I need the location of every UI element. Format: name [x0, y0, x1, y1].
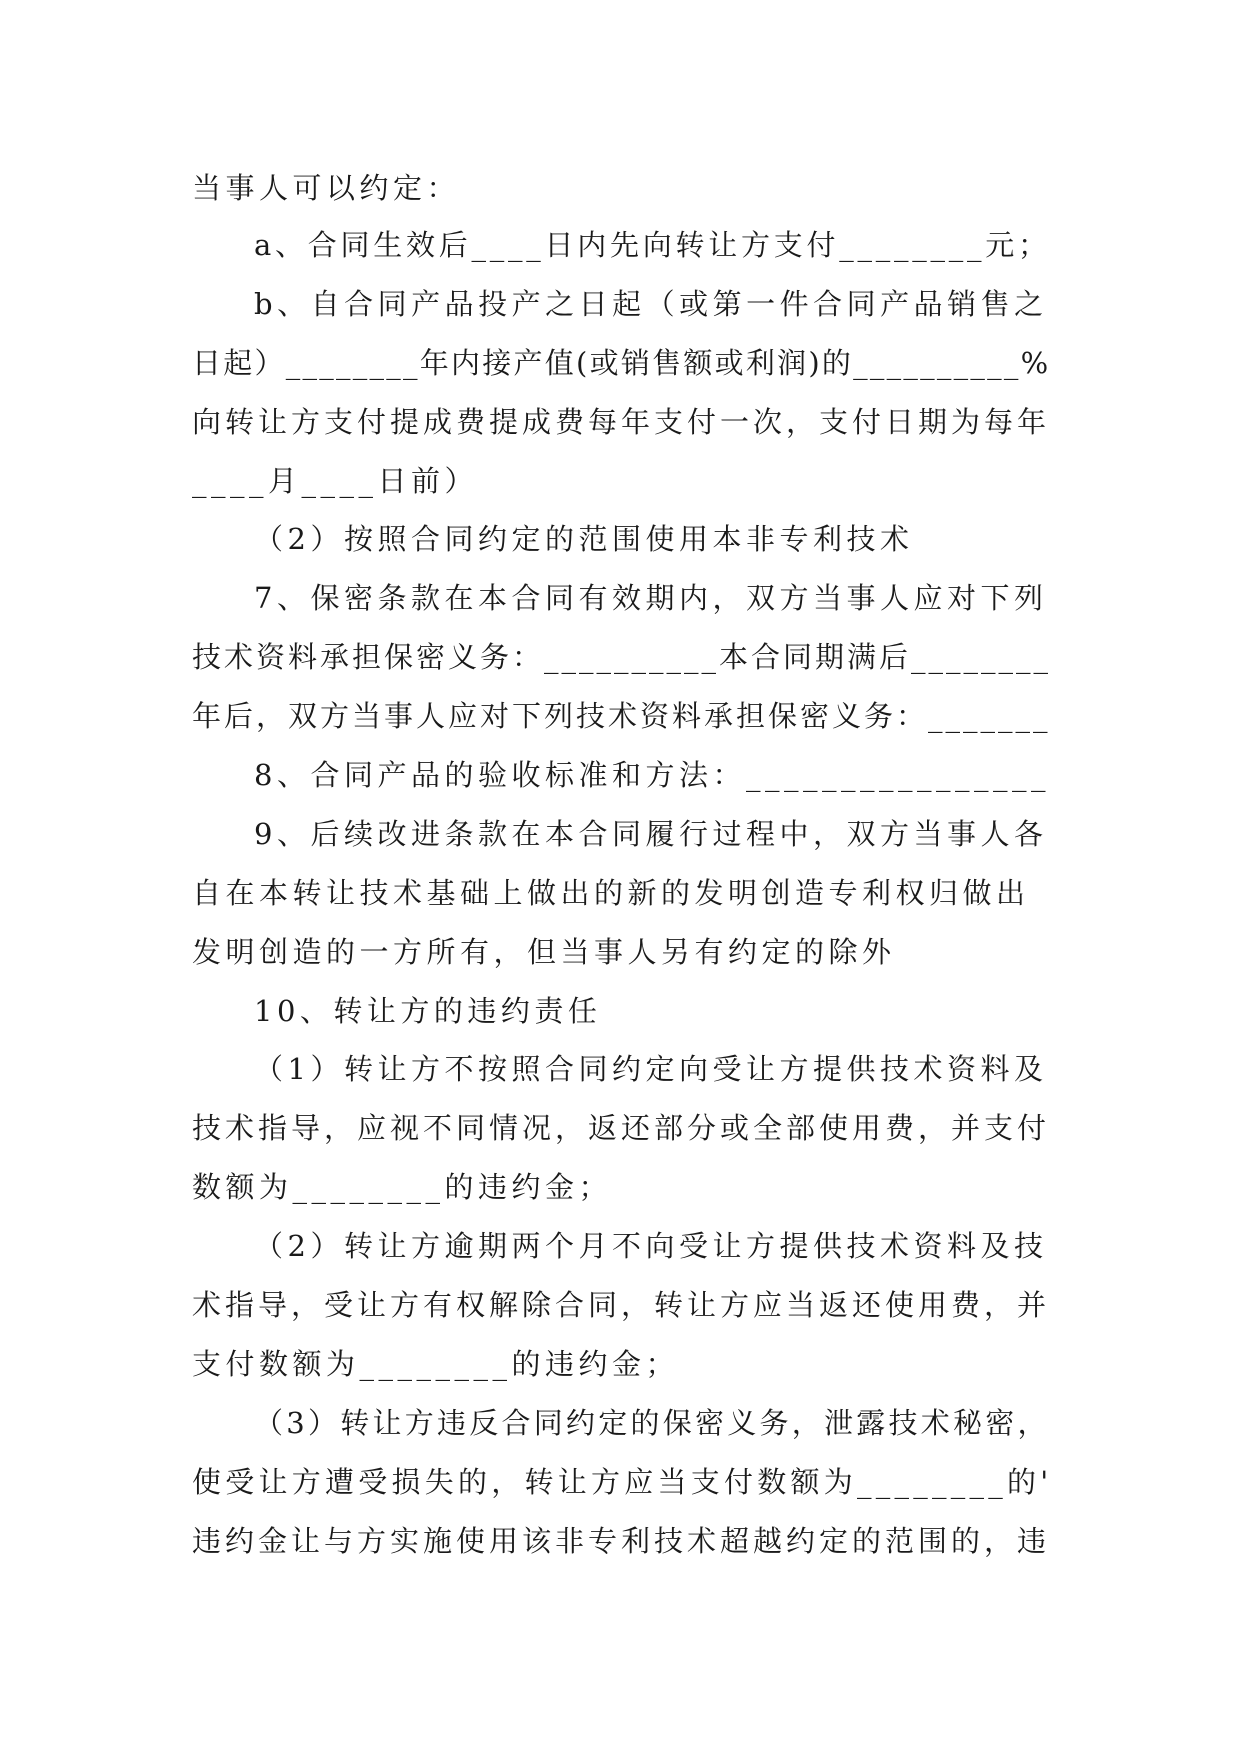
text-line-5: 向转让方支付提成费提成费每年支付一次，支付日期为每年	[192, 405, 1051, 439]
text-line-20: 术指导，受让方有权解除合同，转让方应当返还使用费，并	[192, 1288, 1051, 1322]
text-line-17: 技术指导，应视不同情况，返还部分或全部使用费，并支付	[192, 1111, 1051, 1145]
text-line-10: 年后，双方当事人应对下列技术资料承担保密义务：_______	[192, 699, 1051, 733]
text-line-18: 数额为________的违约金；	[192, 1170, 613, 1204]
text-line-16: （1）转让方不按照合同约定向受让方提供技术资料及	[254, 1052, 1048, 1086]
text-line-22: （3）转让方违反合同约定的保密义务，泄露技术秘密，	[254, 1406, 1050, 1440]
text-line-11: 8、合同产品的验收标准和方法：________________	[254, 758, 1050, 792]
text-line-15: 10、转让方的违约责任	[254, 994, 602, 1028]
text-line-4: 日起）________年内接产值(或销售额或利润)的__________%	[192, 346, 1051, 380]
text-line-12: 9、后续改进条款在本合同履行过程中，双方当事人各	[254, 817, 1048, 851]
text-line-8: 7、保密条款在本合同有效期内，双方当事人应对下列	[254, 581, 1048, 615]
text-line-21: 支付数额为________的违约金；	[192, 1347, 680, 1381]
text-line-13: 自在本转让技术基础上做出的新的发明创造专利权归做出	[192, 876, 1030, 910]
text-line-7: （2）按照合同约定的范围使用本非专利技术	[254, 522, 914, 556]
text-line-24: 违约金让与方实施使用该非专利技术超越约定的范围的，违	[192, 1524, 1051, 1558]
text-line-1: 当事人可以约定：	[192, 171, 461, 205]
text-line-2: a、合同生效后____日内先向转让方支付________元；	[254, 228, 1051, 262]
text-line-19: （2）转让方逾期两个月不向受让方提供技术资料及技	[254, 1229, 1048, 1263]
text-line-23: 使受让方遭受损失的，转让方应当支付数额为________的'	[192, 1465, 1053, 1499]
text-line-9: 技术资料承担保密义务：__________本合同期满后________	[192, 640, 1052, 674]
text-line-14: 发明创造的一方所有，但当事人另有约定的除外	[192, 935, 896, 969]
text-line-3: b、自合同产品投产之日起（或第一件合同产品销售之	[254, 287, 1048, 321]
text-line-6: ____月____日前）	[192, 464, 479, 498]
